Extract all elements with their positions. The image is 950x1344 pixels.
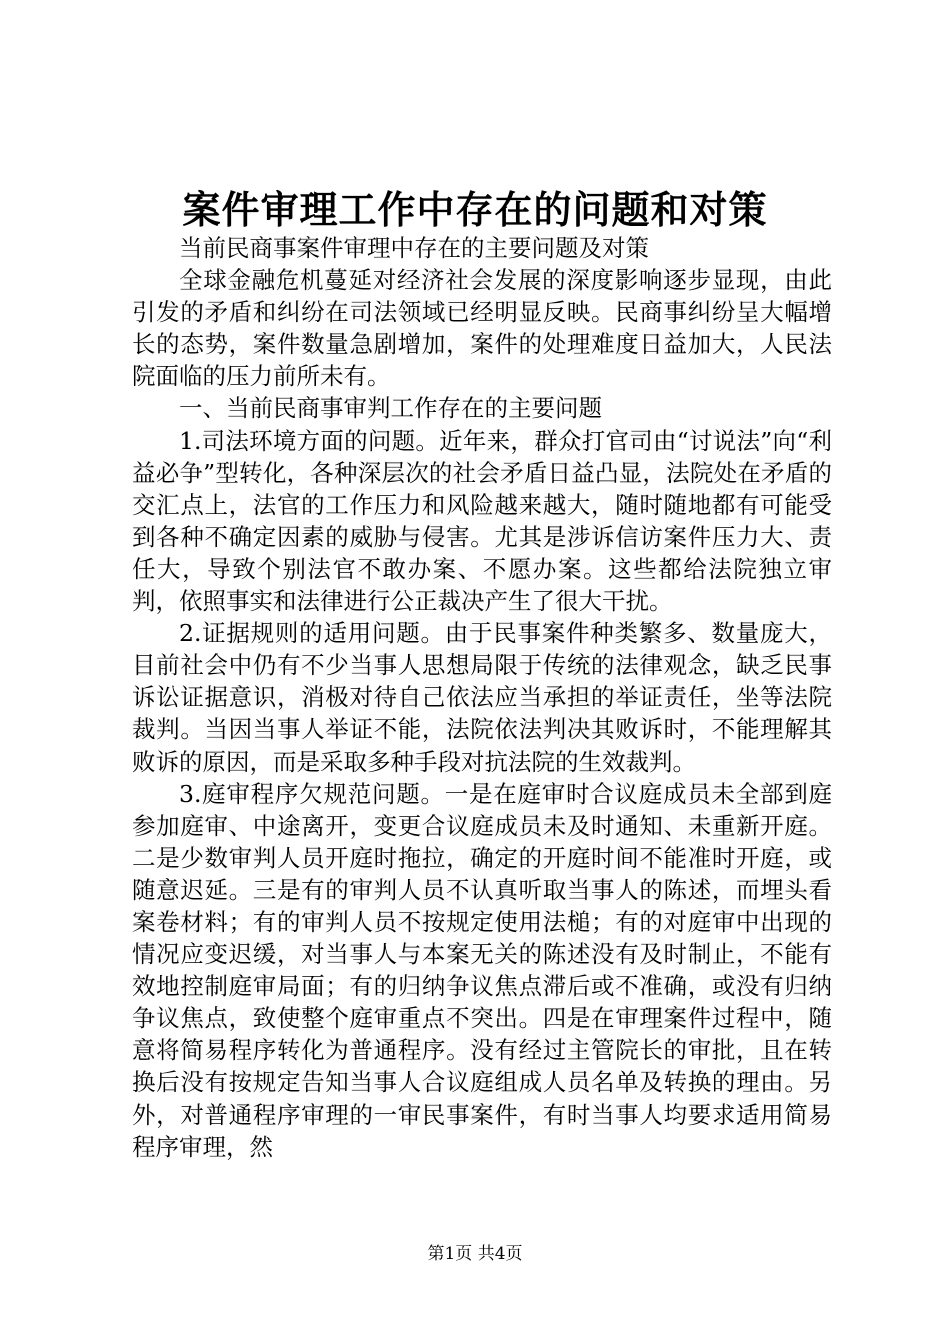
section-heading: 一、当前民商事审判工作存在的主要问题 [179,394,602,423]
paragraph-item-2: 2.证据规则的适用问题。由于民事案件种类繁多、数量庞大，目前社会中仍有不少当事人思想局限于传统的法律观念，缺乏民事诉讼证据意识，消极对待自己依法应当承担的举证责任，坐等法院裁判。当因当事人举证不能，法院依法判决其败诉时，不能理解其败诉的原因，而是采取多种手段对抗法院的生效裁判。 [132,619,832,776]
document-body [132,232,832,1163]
paragraph-item-3: 3.庭审程序欠规范问题。一是在庭审时合议庭成员未全部到庭参加庭审、中途离开，变更合议庭成员未及时通知、未重新开庭。二是少数审判人员开庭时拖拉，确定的开庭时间不能准时开庭，或随意迟延。三是有的审判人员不认真听取当事人的陈述，而埋头看案卷材料；有的审判人员不按规定使用法槌；有的对庭审中出现的情况应变迟缓，对当事人与本案无关的陈述没有及时制止，不能有效地控制庭审局面；有的归纳争议焦点滞后或不准确，或没有归纳争议焦点，致使整个庭审重点不突出。四是在审理案件过程中，随意将简易程序转化为普通程序。没有经过主管院长的审批，且在转换后没有按规定告知当事人合议庭组成人员名单及转换的理由。另外，对普通程序审理的一审民事案件，有时当事人均要求适用简易程序审理，然 [132,779,832,1161]
paragraph-item-1: 1.司法环境方面的问题。近年来，群众打官司由“讨说法”向“利益必争”型转化，各种深层次的社会矛盾日益凸显，法院处在矛盾的交汇点上，法官的工作压力和风险越来越大，随时随地都有可能受到各种不确定因素的威胁与侵害。尤其是涉诉信访案件压力大、责任大，导致个别法官不敢办案、不愿办案。这些都给法院独立审判，依照事实和法律进行公正裁决产生了很大干扰。 [132,426,832,616]
paragraph-intro: 全球金融危机蔓延对经济社会发展的深度影响逐步显现，由此引发的矛盾和纠纷在司法领域已经明显反映。民商事纠纷呈大幅增长的态势，案件数量急剧增加，案件的处理难度日益加大，人民法院面临的压力前所未有。 [132,266,832,391]
paragraph-subtitle: 当前民商事案件审理中存在的主要问题及对策 [179,234,649,262]
page-footer: 第1页 共4页 [427,1244,523,1264]
document-title: 案件审理工作中存在的问题和对策 [182,187,768,232]
